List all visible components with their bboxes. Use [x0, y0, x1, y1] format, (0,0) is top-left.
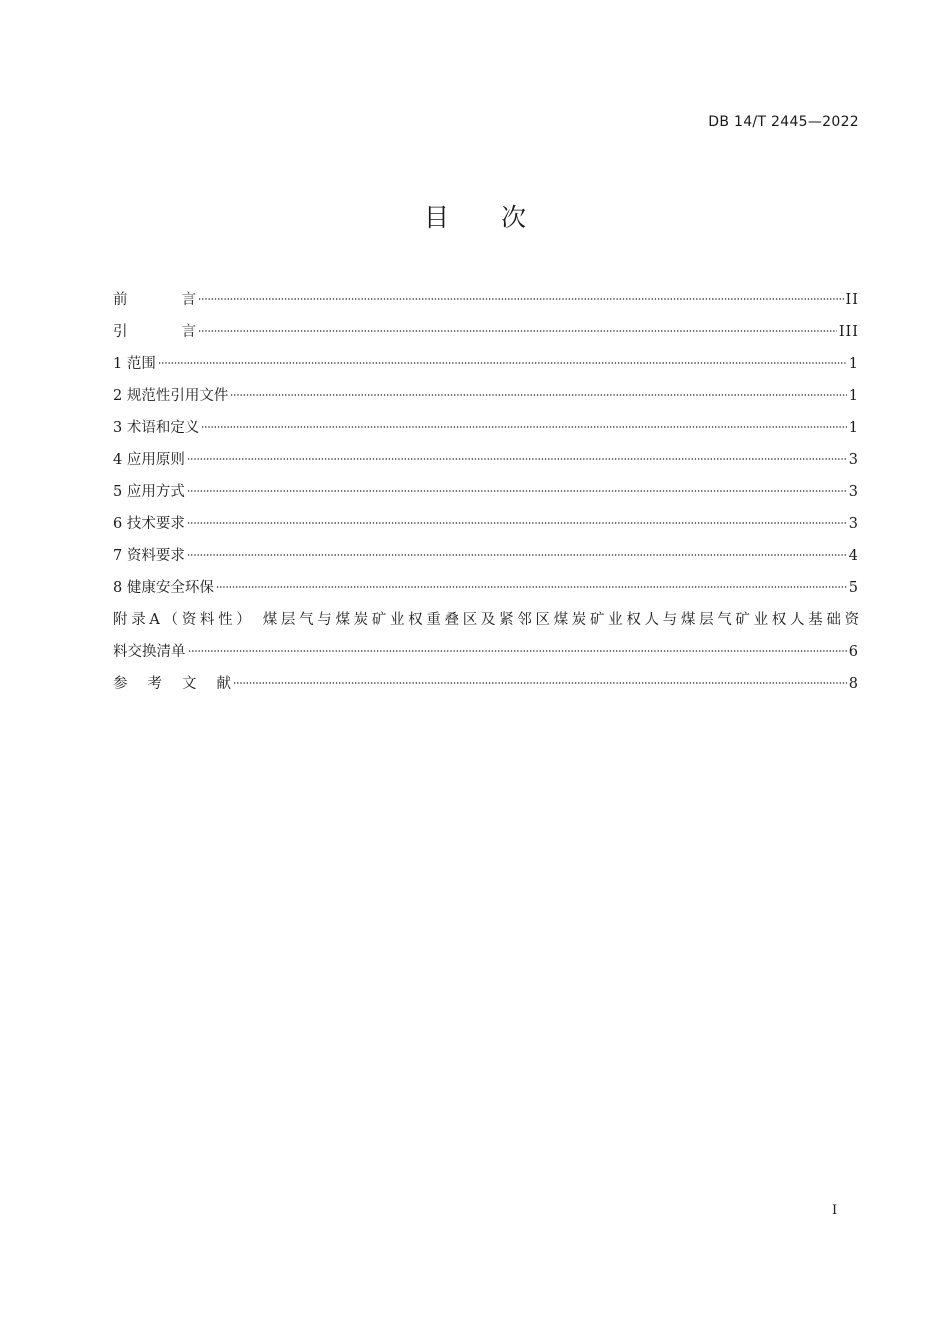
dot-leader — [233, 682, 847, 684]
toc-entry-label: 3 术语和定义 — [113, 420, 200, 436]
toc-entry-page: 1 — [848, 388, 859, 404]
toc-entry-page: 3 — [848, 484, 859, 500]
dot-leader — [198, 330, 837, 332]
dot-leader — [216, 586, 847, 588]
toc-entry-label: 引 言 — [113, 324, 196, 340]
toc-entry-label: 5 应用方式 — [113, 484, 185, 500]
toc-entry-page: 3 — [848, 516, 859, 532]
toc-entry-page: 1 — [848, 356, 859, 372]
dot-leader — [187, 554, 847, 556]
page-title — [0, 198, 950, 234]
standard-code: DB 14/T 2445—2022 — [708, 114, 859, 130]
page-title-char-1: 目 — [423, 203, 449, 232]
appendix-title-line-2: 料交换清单 — [113, 644, 186, 660]
toc-entry-foreword[interactable] — [113, 284, 859, 316]
dot-leader — [201, 426, 846, 428]
toc-entry-label: 前 言 — [113, 292, 196, 308]
dot-leader — [187, 458, 847, 460]
appendix-title-line-1: （资料性） 煤层气与煤炭矿业权重叠区及紧邻区煤炭矿业权人与煤层气矿业权人基础资 — [159, 612, 860, 628]
dot-leader — [198, 298, 844, 300]
toc-entry-label: 1 范围 — [113, 356, 156, 372]
toc-entry-label: 4 应用原则 — [113, 452, 185, 468]
dot-leader — [230, 394, 846, 396]
toc-entry-page: 3 — [848, 452, 859, 468]
toc-entry-page: 8 — [848, 676, 859, 692]
toc-entry[interactable] — [113, 444, 859, 476]
toc-entry-appendix-a-continued[interactable] — [113, 636, 859, 668]
toc-entry[interactable] — [113, 508, 859, 540]
toc-entry-label: 8 健康安全环保 — [113, 580, 214, 596]
toc-entry-page: 6 — [848, 644, 859, 660]
toc-entry-page: II — [845, 292, 859, 308]
toc-entry-page: III — [838, 324, 859, 340]
toc-entry-label: 7 资料要求 — [113, 548, 185, 564]
page-number: I — [832, 1203, 838, 1218]
dot-leader — [158, 362, 847, 364]
toc-entry-label: 6 技术要求 — [113, 516, 185, 532]
toc-entry[interactable] — [113, 380, 859, 412]
toc-entry-appendix-a[interactable] — [113, 604, 859, 636]
toc-entry-label: 参 考 文 献 — [113, 676, 231, 692]
toc-entry-page: 4 — [848, 548, 859, 564]
dot-leader — [188, 650, 847, 652]
page-title-char-2: 次 — [501, 203, 527, 232]
toc-entry-references[interactable] — [113, 668, 859, 700]
toc-entry-page: 1 — [848, 420, 859, 436]
appendix-prefix: 附录A — [113, 612, 160, 628]
toc-entry[interactable] — [113, 348, 859, 380]
toc-entry[interactable] — [113, 476, 859, 508]
table-of-contents — [113, 284, 859, 700]
toc-entry-introduction[interactable] — [113, 316, 859, 348]
dot-leader — [187, 522, 847, 524]
toc-entry[interactable] — [113, 540, 859, 572]
toc-entry-label: 2 规范性引用文件 — [113, 388, 229, 404]
dot-leader — [187, 490, 847, 492]
toc-entry-page: 5 — [848, 580, 859, 596]
toc-entry[interactable] — [113, 412, 859, 444]
toc-entry[interactable] — [113, 572, 859, 604]
